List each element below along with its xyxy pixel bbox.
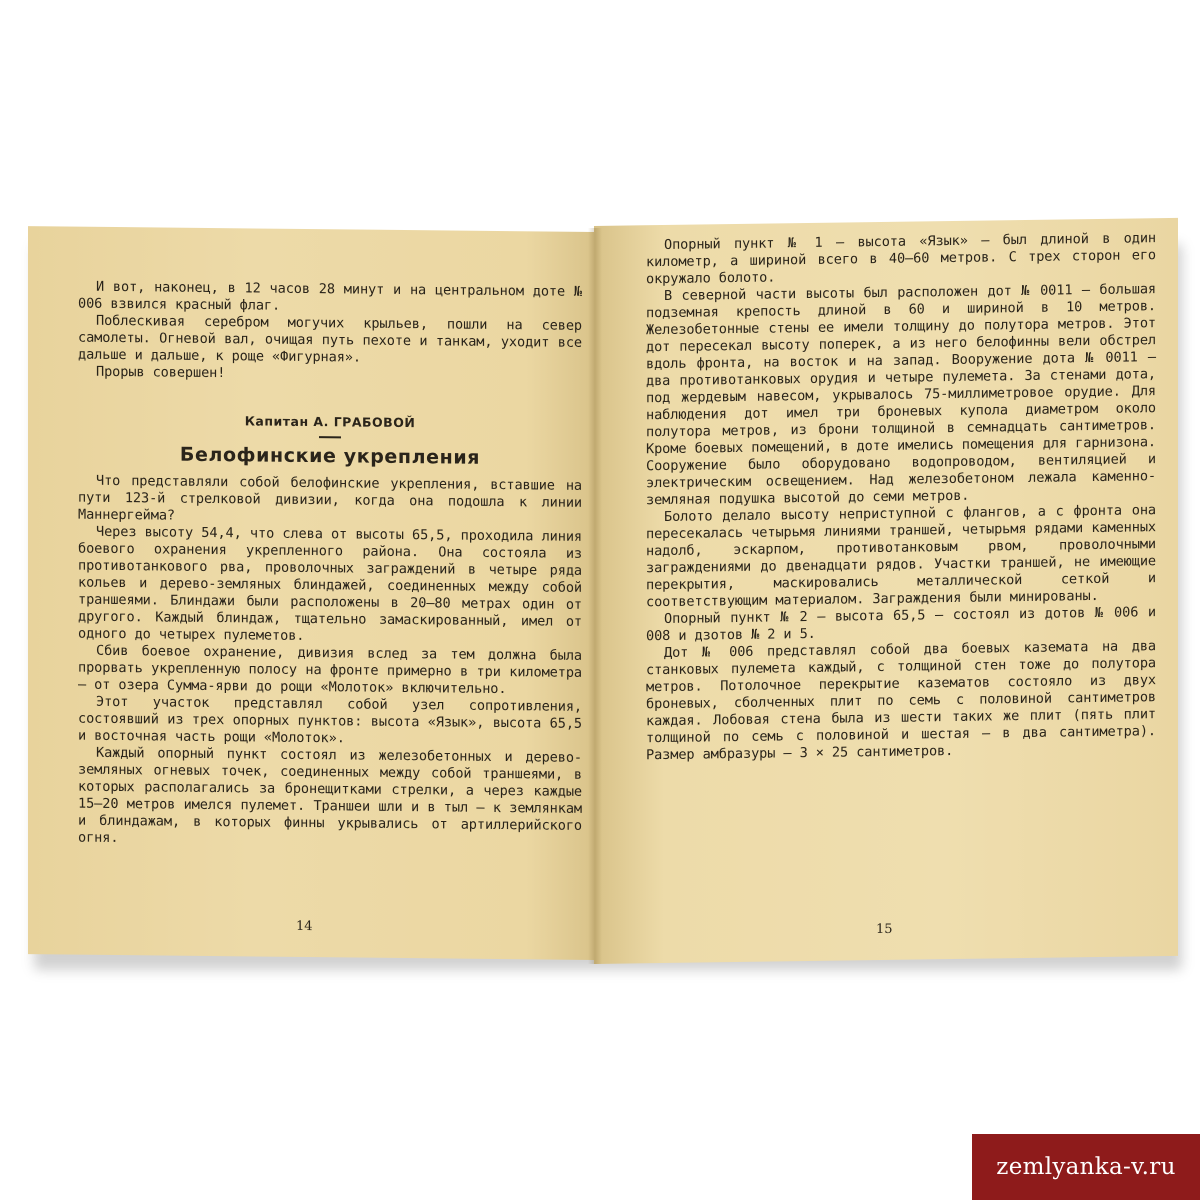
paragraph: Этот участок представлял собой узел сопротивления, состоявший из трех опорных пунктов: высота «Язык», высота 65,5 и восточная часть рощи «Молоток». <box>78 693 582 747</box>
paragraph: Через высоту 54,4, что слева от высоты 65,5, проходила линия боевого охранения укрепленного района. Она состояла из противотанкового рва, проволочных заграждений в четыре ряда кольев и дерево-земляных блиндажей, соединенных между собой траншеями. Блиндажи были расположены в 20—80 метрах один от другого. Каждый блиндаж, тщательно замаскированный, имел от одного до четырех пулеметов. <box>78 523 582 644</box>
paragraph: Сбив боевое охранение, дивизия вслед за тем должна была прорвать укрепленную полосу на фронте примерно в три километра — от озера Сумма-ярви до рощи «Молоток» включительно. <box>78 642 582 698</box>
paragraph: Каждый опорный пункт состоял из железобетонных и дерево-земляных огневых точек, соединенных между собой траншеями, в которых располагались за бронещитками стрелки, а через каждые 15—20 метров имелся пулемет. Траншеи шли и в тыл — к землянкам и блиндажам, в которых финны укрывались от артиллерийского огня. <box>78 744 582 847</box>
paragraph: И вот, наконец, в 12 часов 28 минут и на центральном доте № 006 взвился красный флаг. <box>78 278 582 314</box>
page-number-right: 15 <box>876 921 893 938</box>
left-page-text <box>78 279 582 852</box>
paragraph: Дот № 006 представлял собой два боевых каземата на два станковых пулемета каждый, с толщиной стен тоже до полутора метров. Потолочное перекрытие казематов состояло из двух броневых, сболченных плит по семь с половиной сантиметров каждая. Лобовая стена была из шести таких же плит (пять плит толщиной по семь с половиной и шестая — в два сантиметра). Размер амбразуры — 3 × 25 сантиметров. <box>646 638 1156 764</box>
paragraph: В северной части высоты был расположен дот № 0011 — большая подземная крепость длиной в 60 и шириной в 10 метров. Железобетонные стены ее имели толщину до полутора метров. Этот дот пересекал высоту поперек, а из него белофинны вели обстрел вдоль фронта, на восток и на запад. Вооружение дота № 0011 — два противотанковых орудия и четыре пулемета. За стенами дота, под жердевым навесом, укрывалось 75-миллиметровое орудие. Для наблюдения дот имел три броневых купола диаметром около полутора метров, из брони толщиной в семнадцать сантиметров. Кроме боевых помещений, в доте имелись помещения для гарнизона. Сооружение было оборудовано водопроводом, вентиляцией и электрическим освещением. Над железобетоном лежала каменно-земляная подушка высотой до семи метров. <box>646 281 1156 509</box>
article-heading: Белофинские укрепления <box>179 443 481 469</box>
paragraph: Поблескивая серебром могучих крыльев, пошли на север самолеты. Огневой вал, очищая путь пехоте и танкам, уходит все дальше и дальше, к роще «Фигурная». <box>78 312 582 366</box>
right-page-text <box>646 230 1156 764</box>
open-booklet <box>28 232 1178 960</box>
paragraph: Что представляли собой белофинские укрепления, вставшие на пути 123-й стрелковой дивизии, когда она подошла к линии Маннергейма? <box>78 472 582 524</box>
article-author: Капитан А. ГРАБОВОЙ <box>244 413 416 431</box>
page-number-left: 14 <box>296 918 313 935</box>
paragraph: Болото делало высоту неприступной с флангов, а с фронта она пересекалась четырьмя линиями траншей, четырьмя рядами каменных надолб, эскарпом, противотанковым рвом, проволочными заграждениями до двенадцати рядов. Участки траншей, не имеющие перекрытия, маскировались металлической сеткой и соответствующим материалом. Заграждения были минированы. <box>646 502 1156 611</box>
right-page <box>594 218 1178 964</box>
paragraph: Опорный пункт № 2 — высота 65,5 — состоял из дотов № 006 и 008 и дзотов № 2 и 5. <box>646 604 1156 645</box>
watermark-banner: zemlyanka-v.ru <box>972 1134 1200 1200</box>
left-page <box>28 226 594 960</box>
paragraph: Опорный пункт № 1 — высота «Язык» — был длиной в один километр, а шириной всего в 40—60 метров. С трех сторон его окружало болото. <box>646 230 1156 288</box>
author-divider <box>319 436 341 438</box>
paragraph: Прорыв совершен! <box>96 363 226 382</box>
booklet-spine <box>588 228 602 964</box>
